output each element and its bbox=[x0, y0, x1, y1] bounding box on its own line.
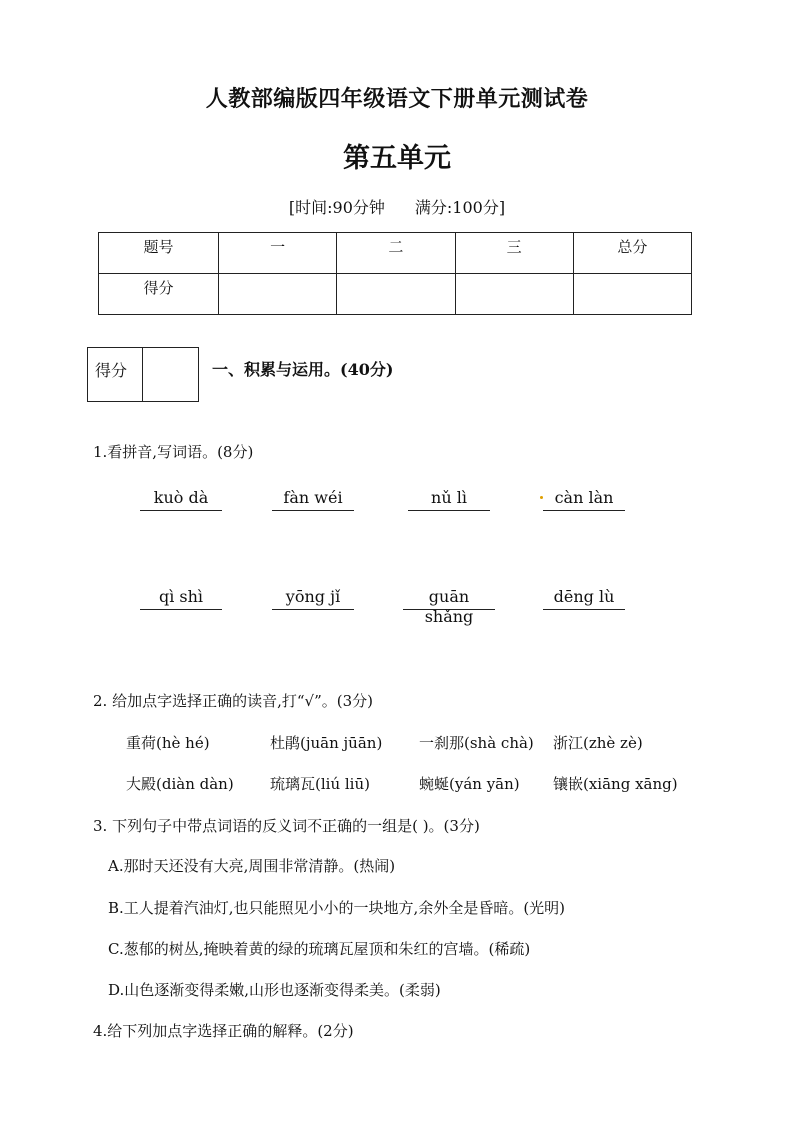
option-d: D.山色逐渐变得柔嫩,山形也逐渐变得柔美。(柔弱) bbox=[108, 981, 441, 999]
option-a: A.那时天还没有大亮,周围非常清静。(热闹) bbox=[108, 857, 396, 875]
score-header-cell: 三 bbox=[455, 233, 573, 274]
score-cell bbox=[219, 274, 337, 315]
pinyin-blank: kuò dà bbox=[140, 488, 222, 511]
pinyin-blank: qì shì bbox=[140, 587, 222, 610]
reading-choice: 琉璃瓦(liú liū) bbox=[270, 775, 370, 793]
score-cell bbox=[337, 274, 455, 315]
reading-choice: 杜鹃(juān jūān) bbox=[270, 734, 383, 752]
score-header-cell: 总分 bbox=[573, 233, 691, 274]
reading-choice: 浙江(zhè zè) bbox=[553, 734, 643, 752]
score-table-score-row bbox=[99, 274, 692, 315]
section-score-label: 得分 bbox=[88, 348, 143, 401]
page-title: 人教部编版四年级语文下册单元测试卷 bbox=[205, 87, 589, 112]
time-limit: [时间:90分钟 bbox=[288, 198, 385, 217]
reading-choice: 镶嵌(xiāng xāng) bbox=[553, 775, 678, 793]
score-table bbox=[98, 232, 692, 315]
unit-subtitle: 第五单元 bbox=[343, 143, 451, 174]
reading-choice: 蜿蜒(yán yān) bbox=[419, 775, 520, 793]
reading-choice: 一刹那(shà chà) bbox=[419, 734, 534, 752]
pinyin-blank: fàn wéi bbox=[272, 488, 354, 511]
section-title: 一、积累与运用。(40分) bbox=[212, 360, 394, 379]
score-header-cell: 二 bbox=[337, 233, 455, 274]
pinyin-blank: càn làn bbox=[543, 488, 625, 511]
score-cell bbox=[455, 274, 573, 315]
exam-info bbox=[0, 195, 794, 218]
section-score-box bbox=[87, 347, 199, 402]
pinyin-blank: nǔ lì bbox=[408, 488, 490, 511]
score-table-header-row bbox=[99, 233, 692, 274]
score-header-cell: 一 bbox=[219, 233, 337, 274]
question-3: 3. 下列句子中带点词语的反义词不正确的一组是( )。(3分) bbox=[93, 817, 480, 835]
option-c: C.葱郁的树丛,掩映着黄的绿的琉璃瓦屋顶和朱红的宫墙。(稀疏) bbox=[108, 940, 531, 958]
score-row-label: 得分 bbox=[99, 274, 219, 315]
score-cell bbox=[573, 274, 691, 315]
reading-choice: 大殿(diàn dàn) bbox=[126, 775, 234, 793]
option-b: B.工人提着汽油灯,也只能照见小小的一块地方,余外全是昏暗。(光明) bbox=[108, 899, 566, 917]
pinyin-blank: dēng lù bbox=[543, 587, 625, 610]
question-1: 1.看拼音,写词语。(8分) bbox=[93, 443, 254, 461]
pinyin-blank: guān shǎng bbox=[403, 587, 495, 610]
pinyin-blank: yōng jǐ bbox=[272, 587, 354, 610]
score-header-cell: 题号 bbox=[99, 233, 219, 274]
question-4: 4.给下列加点字选择正确的解释。(2分) bbox=[93, 1022, 354, 1040]
question-2: 2. 给加点字选择正确的读音,打“√”。(3分) bbox=[93, 692, 373, 710]
reading-choice: 重荷(hè hé) bbox=[126, 734, 210, 752]
full-score: 满分:100分] bbox=[414, 198, 506, 217]
